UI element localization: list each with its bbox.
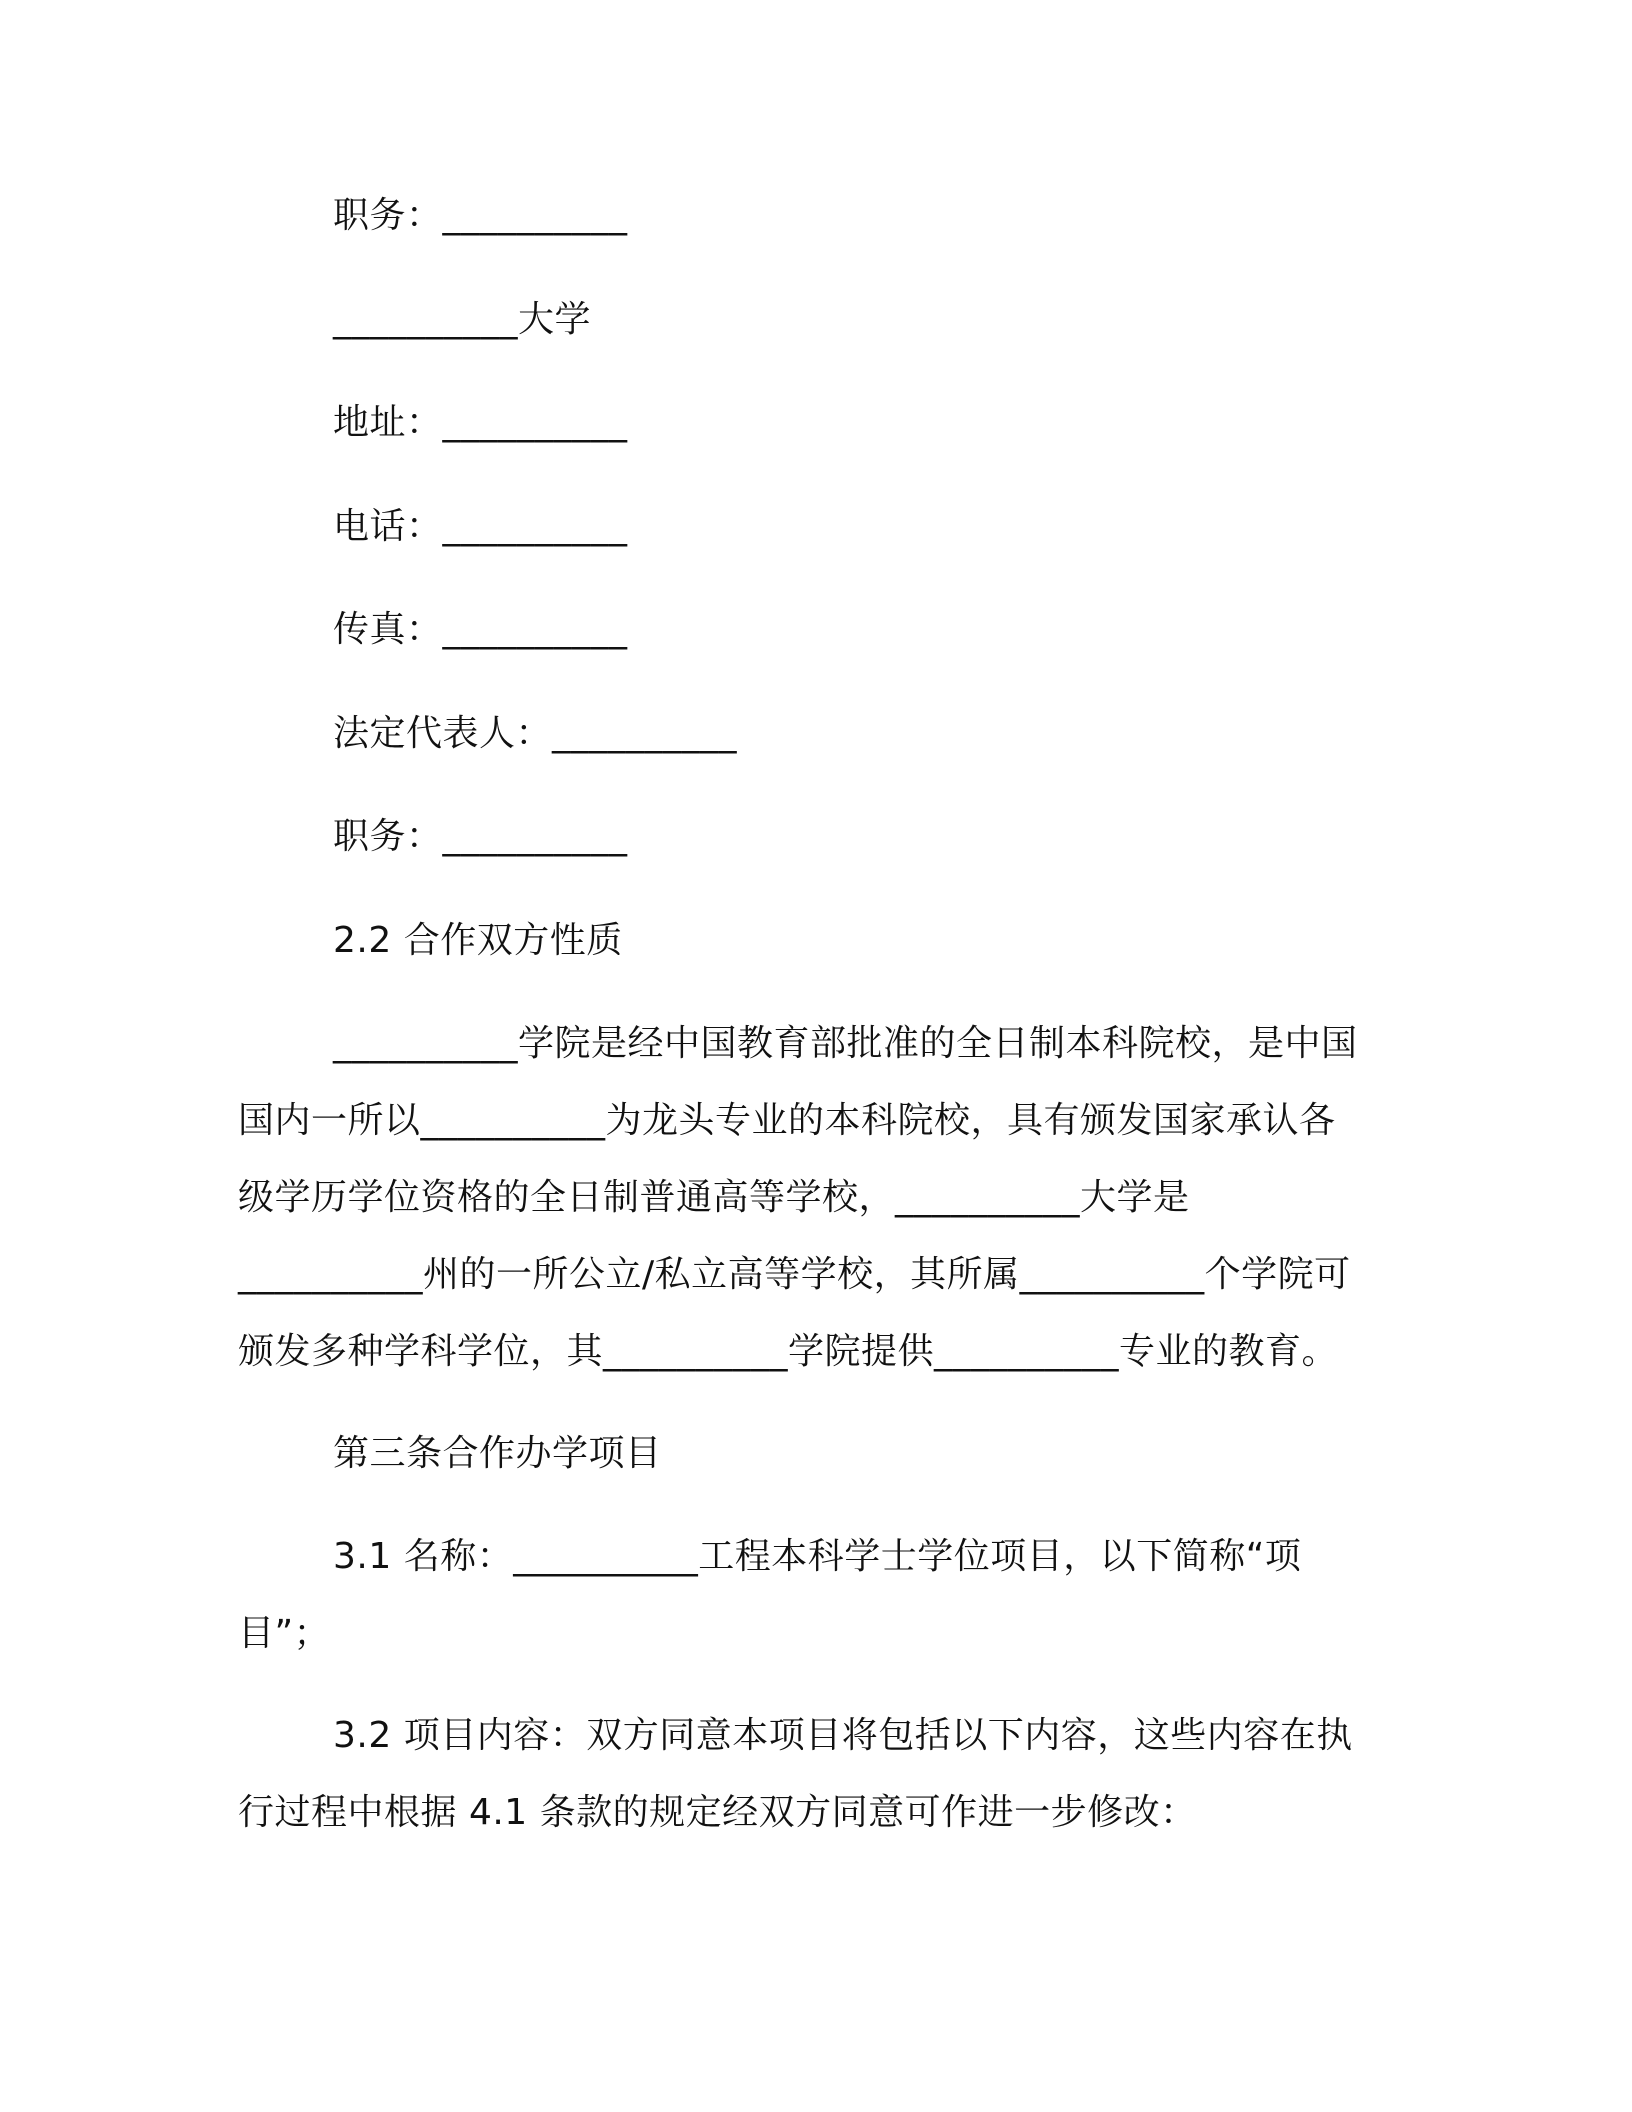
- section-3-1-line: 目”；: [238, 1613, 331, 1654]
- section-2-2-heading: 2.2 合作双方性质: [333, 920, 623, 961]
- field-position-2: 职务：__________: [333, 816, 628, 857]
- paragraph-line: 颁发多种学科学位，其__________学院提供__________专业的教育。: [238, 1331, 1339, 1372]
- section-3-1-line: 3.1 名称：__________工程本科学士学位项目，以下简称“项: [333, 1536, 1302, 1577]
- paragraph-line: 国内一所以__________为龙头专业的本科院校，具有颁发国家承认各: [238, 1100, 1336, 1141]
- field-phone: 电话：__________: [333, 506, 628, 547]
- article-3-heading: 第三条合作办学项目: [333, 1433, 662, 1474]
- field-university: __________大学: [333, 299, 592, 340]
- paragraph-line: 级学历学位资格的全日制普通高等学校，__________大学是: [238, 1177, 1190, 1218]
- field-legal-representative: 法定代表人：__________: [333, 713, 738, 754]
- paragraph-line: __________学院是经中国教育部批准的全日制本科院校，是中国: [333, 1023, 1358, 1064]
- section-3-2-line: 行过程中根据 4.1 条款的规定经双方同意可作进一步修改：: [238, 1792, 1197, 1833]
- field-fax: 传真：__________: [333, 609, 628, 650]
- field-address: 地址：__________: [333, 402, 628, 443]
- section-3-2-line: 3.2 项目内容：双方同意本项目将包括以下内容，这些内容在执: [333, 1715, 1353, 1756]
- paragraph-line: __________州的一所公立/私立高等学校，其所属__________个学院可: [238, 1254, 1351, 1295]
- field-position-1: 职务：__________: [333, 195, 628, 236]
